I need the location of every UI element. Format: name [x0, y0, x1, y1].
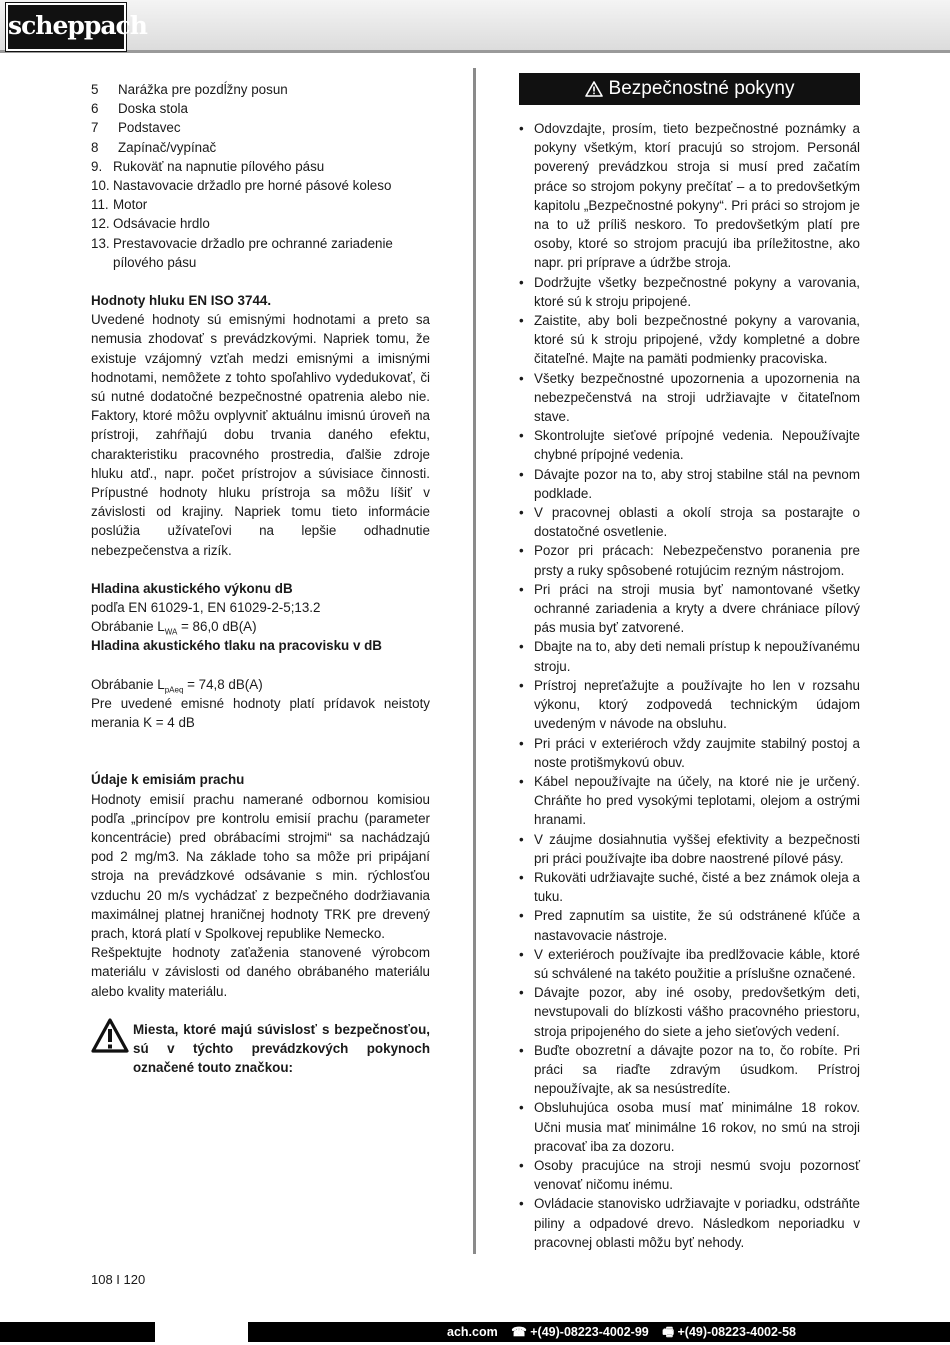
item-label: Motor	[113, 197, 148, 213]
item-number: 8	[91, 139, 99, 155]
list-item	[91, 176, 430, 195]
safety-bullet-item: • Obsluhujúca osoba musí mať minimálne 18 rokov. Učni musia mať minimálne 16 rokov, no smú na stroji pracovať iba za dozoru.	[519, 1098, 860, 1156]
safety-symbol-text: Miesta, ktoré majú súvislosť s bezpečnosťou, sú v týchto prevádzkových pokynoch označené touto značkou:	[133, 1021, 430, 1076]
sound-power-heading: Hladina akustického výkonu dB	[91, 580, 293, 596]
safety-bullet-item: • Pri práci v exteriéroch vždy zaujmite stabilný postoj a noste protišmykovú obuv.	[519, 734, 860, 772]
safety-bullet-item: • Pred zapnutím sa uistite, že sú odstránené kľúče a nastavovacie nástroje.	[519, 906, 860, 944]
safety-bullet-item: • Rukoväti udržiavajte suché, čisté a bez známok oleja a tuku.	[519, 868, 860, 906]
sound-pressure-heading: Hladina akustického tlaku na pracovisku v dB	[91, 638, 382, 654]
safety-bullet-item: • Buďte obozretní a dávajte pozor na to, čo robíte. Pri práci sa riaďte zdravým úsudkom. Prístroj nepoužívajte, ak sa nesústredíte.	[519, 1041, 860, 1099]
item-label: Zapínač/vypínač	[118, 139, 217, 155]
safety-bullet-item: • Ovládacie stanovisko udržiavajte v poriadku, odstráňte piliny a odpadové drevo. Následkom neporiadku v pracovnej oblasti môžu byť nehody.	[519, 1194, 860, 1252]
item-label: Rukoväť na napnutie pílového pásu	[113, 158, 325, 174]
page-footer	[0, 1322, 950, 1342]
item-number: 9.	[91, 158, 103, 174]
safety-bullet-item: • V pracovnej oblasti a okolí stroja sa postarajte o dostatočné osvetlenie.	[519, 503, 860, 541]
dust-paragraph: Hodnoty emisií prachu namerané odbornou komisiou podľa „princípov pre kontrolu emisií prachu (parameter koncentrácie) pred obrábacími strojmi“ sa nachádzajú pod 2 mg/m3. Na základe toho sa môže pri pripájaní stroja na prevádzkové odsávanie s min. rýchlosťou vzduchu 20 m/s vychádzať z bezpečného dodržiavania maximálnej platnej hraničnej hodnoty TRK pre drevený prach, ktorá platí v Spolkovej republike Nemecko.	[91, 791, 430, 941]
item-number: 12.	[91, 216, 110, 232]
safety-bullet-item: • Dbajte na to, aby deti nemali prístup k nepoužívanému stroju.	[519, 637, 860, 675]
safety-bullet-item: • Pozor pri prácach: Nebezpečenstvo poranenia pre prsty a ruky spôsobené rotujúcim rezným nástrojom.	[519, 541, 860, 579]
sound-power-value: Obrábanie $L_{WA} = 86,0$ dB(A)	[91, 619, 257, 637]
safety-bullet-item: • V záujme dosiahnutia vyššej efektivity a bezpečnosti pri práci používajte iba dobre naostrené pílové pásy.	[519, 830, 860, 868]
left-column	[91, 80, 430, 1077]
safety-bullet-item: • Zaistite, aby boli bezpečnostné pokyny a varovania, ktoré sú k stroju pripojené, vždy kompletné a dobre čitateľné. Majte na pamäti podmienky pracoviska.	[519, 311, 860, 369]
item-label: Nastavovacie držadlo pre horné pásové koleso	[113, 178, 392, 194]
column-divider	[473, 68, 476, 1254]
item-number: 13.	[91, 235, 110, 251]
list-item	[91, 157, 430, 176]
footer-fax: 🖷 +(49)-08223-4002-58	[662, 1325, 796, 1339]
noise-heading: Hodnoty hluku EN ISO 3744.	[91, 293, 272, 309]
right-column	[519, 73, 860, 1252]
safety-symbol-note	[91, 1020, 430, 1078]
scheppach-logo: scheppach	[6, 3, 126, 51]
noise-paragraph: Uvedené hodnoty sú emisnými hodnotami a preto sa nemusia zhodovať s prevádzkovými. Napriek tomu, že existuje vzájomný vzťah medzi emisnými a imisnými hodnotami, nemôžete z tohto spoľahlivo vydedukovať, či sú nutné dodatočné bezpečnostné opatrenia alebo nie. Faktory, ktoré môžu ovplyvniť aktuálnu imisnú úroveň na prístroji, zahŕňajú dobu trvania daného efektu, charakteristiku pracovného prostredia, ďalšie zdroje hluku atď., napr. počet prístrojov a súvisiace činnosti. Prípustné hodnoty hluku prístroja sa môžu líšiť v závislosti od krajiny. Napriek tomu tieto informácie poslúžia užívateľovi na lepšie odhadnutie nebezpečenstva a rizík.	[91, 312, 430, 558]
sound-pressure-value: Obrábanie $L_{pAeq} = 74,8$ dB(A)	[91, 676, 263, 695]
list-item	[91, 118, 430, 137]
safety-bullet-item: • Kábel nepoužívajte na účely, na ktoré nie je určený. Chráňte ho pred vysokými teplotami, olejom a ostrými hranami.	[519, 772, 860, 830]
safety-bullet-item: • Osoby pracujúce na stroji nesmú svoju pozornosť venovať ničomu inému.	[519, 1156, 860, 1194]
list-item	[91, 234, 430, 272]
safety-bullet-item: • Prístroj nepreťažujte a používajte ho len v rozsahu výkonu, ktorý zodpovedá technickým údajom uvedeným v návode na obsluhu.	[519, 676, 860, 734]
safety-bullet-item: • Odovzdajte, prosím, tieto bezpečnostné poznámky a pokyny všetkým, ktorí pracujú so strojom. Personál poverený prevádzkou stroja si musí pred začatím práce so strojom pokyny prečítať – a to predovšetkým kapitolu „Bezpečnostné pokyny“. Pri práci so strojom je na to už príliš neskoro. To predovšetkým platí pre osoby, ktoré so strojom pracujú iba príležitostne, ako napr. pri príprave a údržbe stroja.	[519, 119, 860, 273]
uncertainty-note: Pre uvedené emisné hodnoty platí prídavok neistoty merania K = 4 dB	[91, 695, 430, 731]
list-item	[91, 138, 430, 157]
safety-bullet-item: • Dávajte pozor na to, aby stroj stabilne stál na pevnom podklade.	[519, 465, 860, 503]
safety-bullet-item: • Skontrolujte sieťové prípojné vedenia. Nepoužívajte chybné prípojné vedenia.	[519, 426, 860, 464]
dust-paragraph-2: Rešpektujte hodnoty zaťaženia stanovené výrobcom materiálu v závislosti od daného obrábaného materiálu alebo kvality materiálu.	[91, 945, 430, 999]
item-number: 10.	[91, 178, 110, 194]
safety-bullet-item: • Dodržujte všetky bezpečnostné pokyny a varovania, ktoré sú k stroju pripojené.	[519, 273, 860, 311]
item-number: 5	[91, 82, 99, 97]
item-label: Prestavovacie držadlo pre ochranné zariadenie pílového pásu	[113, 235, 393, 270]
warning-triangle-icon	[585, 81, 603, 97]
section-title	[519, 73, 860, 105]
dust-heading: Údaje k emisiám prachu	[91, 772, 245, 788]
list-item	[91, 80, 430, 99]
item-number: 7	[91, 120, 99, 136]
list-item	[91, 195, 430, 214]
parts-list	[91, 80, 430, 272]
item-label: Odsávacie hrdlo	[113, 216, 210, 232]
safety-instructions-list	[519, 119, 860, 1252]
item-label: Doska stola	[118, 101, 188, 117]
page-number: 108 I 120	[91, 1272, 146, 1287]
page-header	[0, 0, 950, 53]
safety-bullet-item: • Pri práci na stroji musia byť namontované všetky ochranné zariadenia a kryty a dvere chrániace pílový pás musia byť zatvorené.	[519, 580, 860, 638]
warning-triangle-icon	[91, 1018, 131, 1078]
section-title-text: Bezpečnostné pokyny	[608, 78, 795, 100]
item-label: Podstavec	[118, 120, 181, 136]
footer-phone: ☎ +(49)-08223-4002-99	[511, 1325, 649, 1339]
sound-power-norm: podľa EN 61029-1, EN 61029-2-5;13.2	[91, 600, 321, 616]
item-number: 6	[91, 101, 99, 117]
item-number: 11.	[91, 197, 109, 213]
safety-bullet-item: • Dávajte pozor, aby iné osoby, predovšetkým deti, nevstupovali do blízkosti vášho pracovného priestoru, stroja pripojeného do siete a jeho sieťových vedení.	[519, 983, 860, 1041]
safety-bullet-item: • V exteriéroch používajte iba predlžovacie káble, ktoré sú schválené na takéto použitie a príslušne označené.	[519, 945, 860, 983]
list-item	[91, 214, 430, 233]
safety-bullet-item: • Všetky bezpečnostné upozornenia a upozornenia na nebezpečenstvá na stroji udržiavajte v čitateľnom stave.	[519, 369, 860, 427]
footer-website: ach.com	[447, 1325, 498, 1339]
list-item	[91, 99, 430, 118]
item-label: Narážka pre pozdĺžny posun	[118, 82, 288, 97]
